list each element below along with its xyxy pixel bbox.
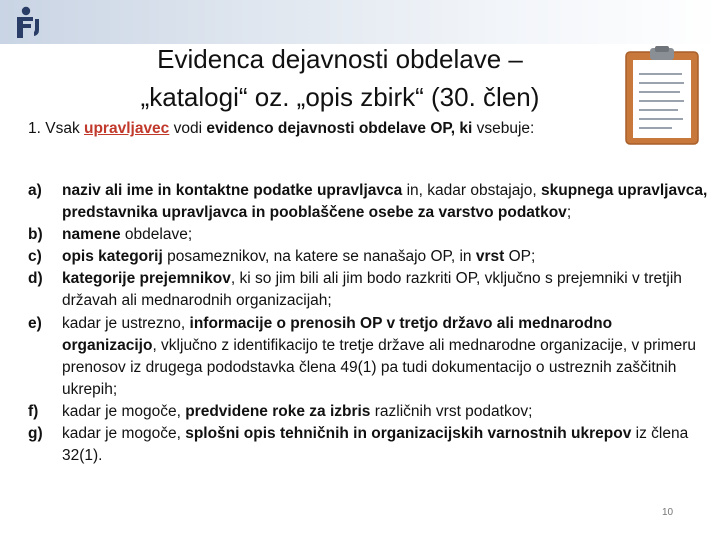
list-item (28, 246, 708, 268)
slide-number: 10 (662, 507, 674, 518)
intro-controller: upravljavec (84, 120, 170, 137)
list-item (28, 423, 708, 467)
list-item-bold-text: kategorije prejemnikov (62, 270, 231, 288)
list-marker: f) (28, 402, 39, 420)
header-band (0, 0, 720, 44)
list-item-text: posameznikov, na katere se nanašajo OP, in (162, 248, 476, 266)
clipboard-icon (622, 46, 702, 146)
list-item-text: in, kadar obstajajo, (402, 182, 541, 199)
list-item-text: obdelave; (120, 226, 193, 244)
list-item-text: iz člena 32(1). (62, 425, 689, 465)
slide-title (80, 40, 600, 116)
list-item-text: , ki so jim bili ali jim bodo razkriti OP, vključno s prejemniki v tretjih državah ali mednarodnih organizacijah; (62, 270, 682, 310)
intro-part-5: vsebuje: (472, 120, 535, 137)
list-item-text: kadar je mogoče, (62, 402, 186, 420)
list-item-text: ; (566, 204, 572, 222)
list-item-text: OP; (504, 248, 536, 266)
list-item-bold-text: informacije o prenosih OP v tretjo državo ali mednarodno organizacijo (62, 314, 613, 354)
intro-text (28, 120, 534, 138)
list-marker: b) (28, 226, 43, 244)
list-marker: c) (28, 248, 42, 266)
list-item-bold-text: splošni opis tehničnih in organizacijskih varnostnih ukrepov (185, 425, 632, 443)
list-item-text: kadar je ustrezno, (62, 314, 190, 332)
content-list (28, 180, 708, 467)
list-item (28, 224, 708, 246)
list-marker: d) (28, 270, 43, 288)
list-item (28, 401, 708, 423)
person-logo-icon (14, 6, 42, 40)
list-item-text: kadar je mogoče, (62, 425, 186, 443)
list-item (28, 180, 708, 224)
intro-part-4: evidenco dejavnosti obdelave OP, ki (206, 120, 473, 137)
title-line-1: Evidenca dejavnosti obdelave – (157, 44, 523, 74)
list-item (28, 268, 708, 312)
list-marker: a) (28, 182, 42, 199)
list-item (28, 313, 708, 401)
intro-part-3: vodi (169, 120, 207, 137)
title-line-2: „katalogi“ oz. „opis zbirk“ (30. člen) (140, 82, 540, 112)
list-marker: g) (28, 425, 43, 443)
list-item-text: različnih vrst podatkov; (370, 402, 533, 420)
list-item-bold-text: namene (62, 226, 121, 244)
list-item-bold-text: skupnega upravljavca, predstavnika upravljavca in pooblaščene osebe za varstvo podatkov (62, 182, 708, 222)
intro-part-1: 1. Vsak (28, 120, 84, 137)
list-marker: e) (28, 314, 42, 332)
list-item-bold-text: naziv ali ime in kontaktne podatke upravljavca (62, 182, 403, 199)
list-item-bold-text: predvidene roke za izbris (185, 402, 371, 420)
list-item-bold-text: vrst (475, 248, 505, 266)
list-item-bold-text: opis kategorij (62, 248, 163, 266)
list-item-text: , vključno z identifikacijo te tretje države ali mednarodne organizacije, v primeru prenosov iz drugega pododstavka člena 49(1) pa tudi dokumentacijo o ustreznih zaščitnih ukrepih; (62, 336, 697, 398)
